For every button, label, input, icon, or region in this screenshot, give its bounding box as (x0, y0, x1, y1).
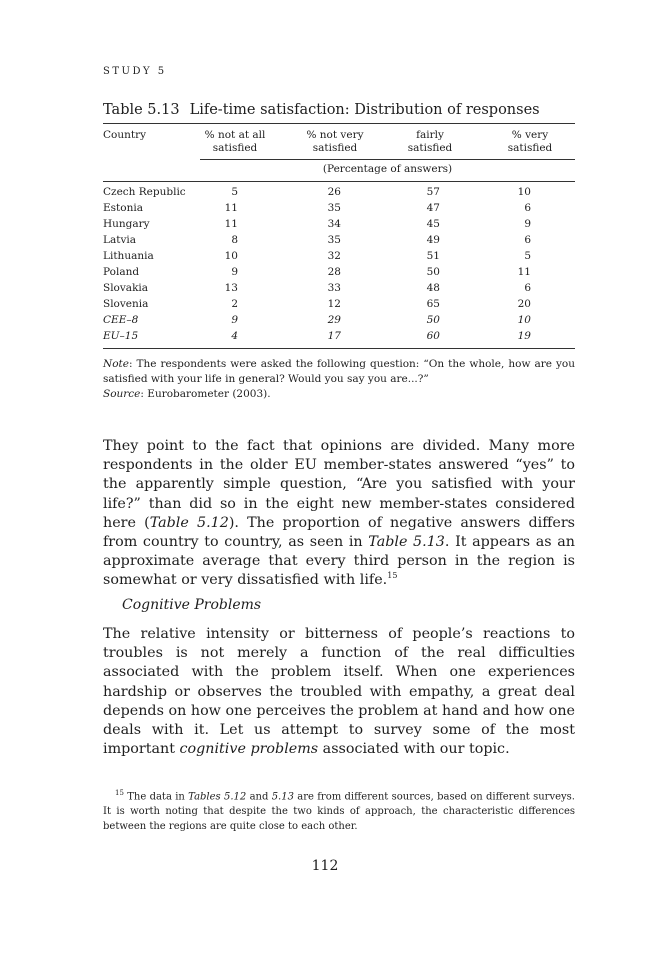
table-top-rule (103, 123, 575, 124)
table-note (103, 357, 575, 402)
cell-not-very: 33 (327, 282, 341, 294)
row-country: Lithuania (103, 250, 154, 262)
cell-not-at-all: 8 (231, 234, 238, 246)
cell-fairly: 60 (426, 330, 440, 342)
cell-not-very: 12 (327, 298, 341, 310)
header-very-line2: satisfied (507, 142, 553, 154)
cell-not-very: 35 (327, 234, 341, 246)
row-country: Slovenia (103, 298, 149, 310)
cell-fairly: 45 (426, 218, 440, 230)
row-country: Poland (103, 266, 140, 278)
cell-not-very: 32 (327, 250, 341, 262)
table-row (103, 282, 575, 298)
cell-very: 5 (524, 250, 531, 262)
table-number: Table 5.13 (103, 102, 180, 118)
footnote-ref-5-13: 5.13 (271, 791, 294, 803)
source-label: Source (103, 388, 141, 400)
cell-fairly: 50 (426, 314, 440, 326)
row-country: EU–15 (103, 330, 139, 342)
para1-text-c: . It appears as an approximate average that every third person in the region is somewhat or very dissatisfied with life. (103, 534, 575, 589)
page-number: 112 (311, 858, 339, 874)
cell-very: 19 (517, 330, 531, 342)
cell-not-at-all: 10 (224, 250, 238, 262)
cell-fairly: 57 (426, 186, 440, 198)
cell-not-at-all: 9 (231, 266, 238, 278)
footnote-number: 15 (115, 789, 124, 797)
table-ref-5-12: Table 5.12 (149, 514, 229, 531)
cell-not-very: 28 (327, 266, 341, 278)
cell-fairly: 50 (426, 266, 440, 278)
cell-fairly: 51 (426, 250, 440, 262)
cell-fairly: 48 (426, 282, 440, 294)
cell-very: 10 (517, 314, 531, 326)
table-row (103, 314, 575, 330)
header-very-line1: % very (511, 129, 549, 141)
cell-very: 9 (524, 218, 531, 230)
header-very (485, 129, 575, 155)
header-not-very-line2: satisfied (312, 142, 358, 154)
table-title (103, 102, 540, 118)
note-line (103, 357, 575, 387)
footnote-and: and (246, 791, 272, 803)
row-country: Latvia (103, 234, 137, 246)
cell-not-very: 26 (327, 186, 341, 198)
section-heading: Cognitive Problems (122, 597, 262, 613)
header-not-at-all-line2: satisfied (212, 142, 258, 154)
row-country: Estonia (103, 202, 143, 214)
source-text: : Eurobarometer (2003). (140, 388, 271, 400)
cell-very: 6 (524, 282, 531, 294)
table-ref-5-13: Table 5.13 (368, 534, 445, 551)
cell-not-at-all: 11 (224, 218, 238, 230)
footnote-ref-tables-5-12: Tables 5.12 (188, 791, 247, 803)
header-country: Country (103, 129, 147, 141)
percentage-note: (Percentage of answers) (322, 163, 453, 175)
cell-fairly: 65 (426, 298, 440, 310)
body-paragraph-1 (103, 437, 575, 591)
table-title-text: Life-time satisfaction: Distribution of responses (189, 102, 540, 118)
header-sub-rule (200, 159, 575, 160)
header-not-very (290, 129, 380, 155)
cell-not-at-all: 13 (224, 282, 238, 294)
para2-text-b: associated with our topic. (318, 741, 510, 758)
header-fairly (385, 129, 475, 155)
table-row (103, 330, 575, 346)
cell-not-very: 35 (327, 202, 341, 214)
para2-emphasis: cognitive problems (179, 741, 319, 758)
footnote-text-b: are from different sources, based on different surveys. It is worth noting that despite the two kinds of approach, the characteristic differences between the regions are quite close to each other. (103, 791, 575, 833)
header-bottom-rule (103, 181, 575, 182)
cell-very: 10 (517, 186, 531, 198)
table-row (103, 234, 575, 250)
header-not-very-line1: % not very (306, 129, 364, 141)
running-head: STUDY 5 (103, 66, 167, 77)
cell-not-very: 34 (327, 218, 341, 230)
table-row (103, 298, 575, 314)
footnote-marker: 15 (387, 571, 398, 581)
row-country: Slovakia (103, 282, 149, 294)
table-row (103, 186, 575, 202)
table-row (103, 218, 575, 234)
source-line (103, 387, 575, 402)
para1-text-b: ). The proportion of negative answers differs from country to country, as seen in (103, 514, 576, 551)
header-not-at-all (190, 129, 280, 155)
cell-not-very: 17 (327, 330, 341, 342)
body-paragraph-2 (103, 625, 575, 759)
cell-not-at-all: 2 (231, 298, 238, 310)
cell-not-at-all: 9 (231, 314, 238, 326)
cell-very: 11 (517, 266, 531, 278)
footnote-text-a: The data in (123, 791, 189, 803)
table-row (103, 266, 575, 282)
table-row (103, 250, 575, 266)
cell-fairly: 47 (426, 202, 440, 214)
cell-very: 6 (524, 234, 531, 246)
cell-not-at-all: 11 (224, 202, 238, 214)
footnote (103, 786, 575, 834)
cell-not-at-all: 4 (231, 330, 238, 342)
cell-not-very: 29 (327, 314, 341, 326)
table-row (103, 202, 575, 218)
row-country: Hungary (103, 218, 150, 230)
note-text: : The respondents were asked the following question: “On the whole, how are you satisfied with your life in general? Would you say you are...?” (103, 358, 575, 385)
table-bottom-rule (103, 348, 575, 349)
cell-fairly: 49 (426, 234, 440, 246)
cell-very: 6 (524, 202, 531, 214)
row-country: CEE–8 (103, 314, 139, 326)
header-fairly-line1: fairly (416, 129, 444, 141)
note-label: Note (103, 358, 129, 370)
cell-not-at-all: 5 (231, 186, 238, 198)
cell-very: 20 (517, 298, 531, 310)
header-fairly-line2: satisfied (407, 142, 453, 154)
para1-text-a: They point to the fact that opinions are divided. Many more respondents in the older EU member-states answered “yes” to the apparently simple question, “Are you satisfied with your life?” than did so in the eight new member-states considered here ( (103, 438, 575, 531)
para2-text-a: The relative intensity or bitterness of people’s reactions to troubles is not merely a function of the real difficulties associated with the problem itself. When one experiences hardship or observes the troubled with empathy, a great deal depends on how one perceives the problem at hand and how one deals with it. Let us attempt to survey some of the most important (103, 626, 575, 758)
header-not-at-all-line1: % not at all (204, 129, 266, 141)
row-country: Czech Republic (103, 186, 186, 198)
